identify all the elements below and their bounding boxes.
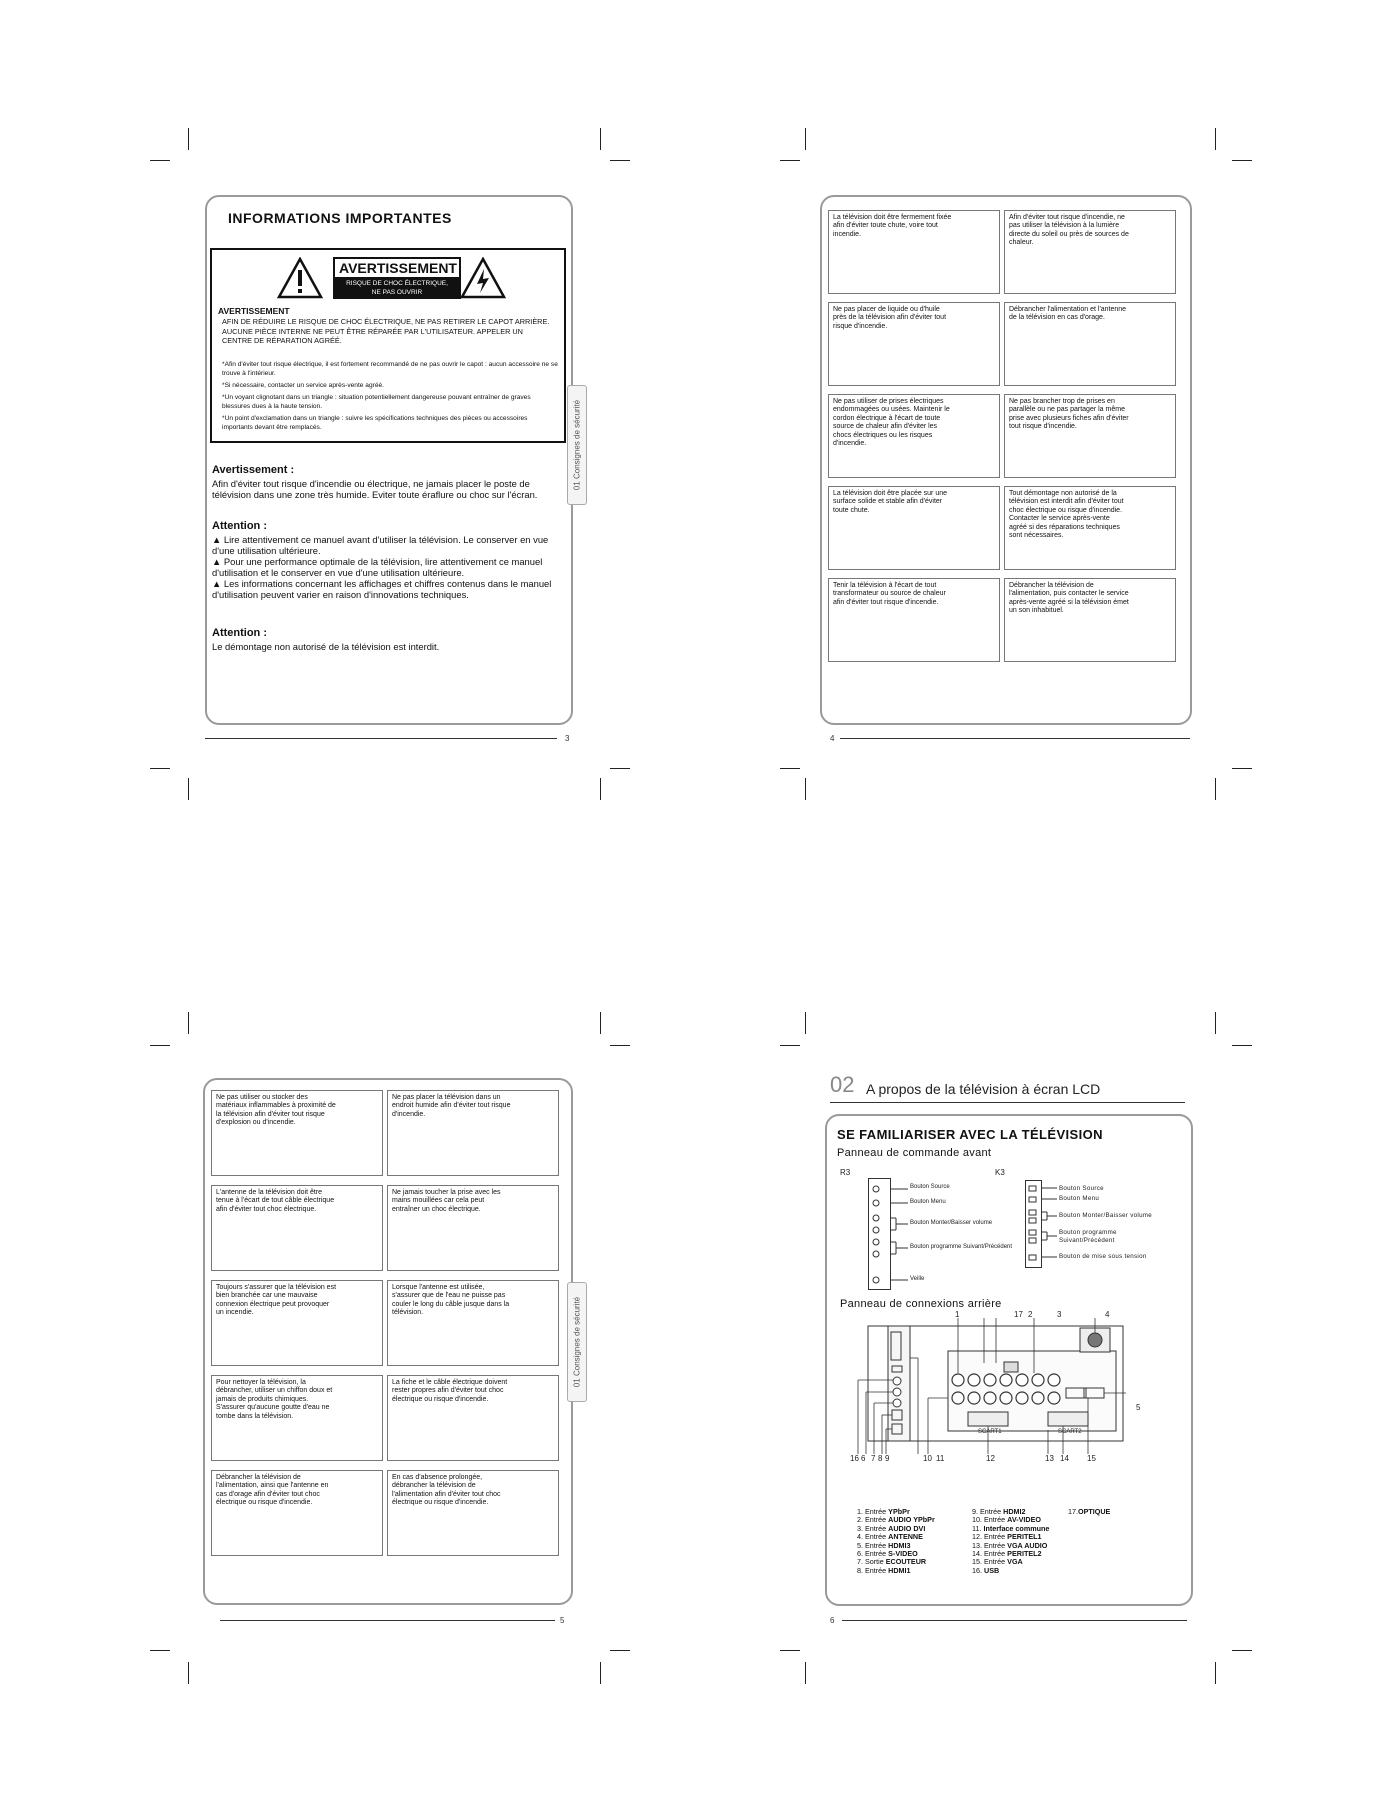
footer-rule xyxy=(840,738,1190,739)
callout-number: 15 xyxy=(1087,1454,1096,1463)
legend-item-port: VGA xyxy=(1007,1557,1023,1567)
callout-number: 17 xyxy=(1014,1310,1023,1319)
legend-item-prefix: 4. Entrée xyxy=(857,1532,889,1542)
safety-instruction-cell xyxy=(211,1375,383,1461)
safety-instruction-text: Lorsque l'antenne est utilisée, s'assurer que de l'eau ne puisse pas couler le long du câble jusque dans la télévision. xyxy=(392,1284,510,1317)
legend-item-prefix: 13. Entrée xyxy=(972,1540,1008,1550)
legend-item xyxy=(857,1567,935,1575)
legend-item-prefix: 3. Entrée xyxy=(857,1523,889,1533)
warning-label: AVERTISSEMENT xyxy=(218,306,290,316)
legend-item-prefix: 8. Entrée xyxy=(857,1565,889,1575)
model-k3: K3 xyxy=(995,1168,1005,1177)
legend-column-2 xyxy=(972,1508,1049,1575)
avert-text: Afin d'éviter tout risque d'incendie ou électrique, ne jamais placer le poste de télévision dans une zone très humide. Eviter toute éraflure ou choc sur l'écran. xyxy=(212,478,538,500)
warning-text: AFIN DE RÉDUIRE LE RISQUE DE CHOC ÉLECTRIQUE, NE PAS RETIRER LE CAPOT ARRIÈRE. AUCUNE PIÈCE INTERNE NE PEUT ÊTRE RÉPARÉE PAR L'UTILISATEUR. APPELER UN CENTRE DE RÉPARATION AGRÉÉ. xyxy=(222,317,550,345)
safety-instruction-cell xyxy=(1004,578,1176,662)
k3-label: Bouton Monter/Baisser volume xyxy=(1059,1212,1153,1219)
callout-number: 11 xyxy=(936,1454,945,1463)
warning-subtitle-line2: NE PAS OUVRIR xyxy=(371,289,423,296)
page-number: 5 xyxy=(560,1616,565,1625)
safety-instruction-cell xyxy=(828,578,1000,662)
side-tab-safety xyxy=(567,385,587,505)
safety-instruction-cell xyxy=(828,210,1000,294)
legend-item xyxy=(972,1567,1049,1575)
legend-item-prefix: 12. Entrée xyxy=(972,1532,1008,1542)
safety-instruction-text: Débrancher la télévision de l'alimentation, puis contacter le service après-vente agréé si la télévision émet un son inhabituel. xyxy=(1009,582,1129,615)
section-heading: SE FAMILIARISER AVEC LA TÉLÉVISION xyxy=(837,1127,1103,1142)
bottom-callouts xyxy=(850,1454,1150,1466)
legend-column-3 xyxy=(1068,1508,1110,1516)
safety-instruction-cell xyxy=(387,1280,559,1366)
callout-number: 14 xyxy=(1060,1454,1069,1463)
safety-instruction-text: Pour nettoyer la télévision, la débrancher, utiliser un chiffon doux et jamais de produits chimiques. S'assurer qu'aucune goutte d'eau ne tombe dans la télévision. xyxy=(216,1379,333,1420)
chapter-title: A propos de la télévision à écran LCD xyxy=(866,1081,1101,1097)
attention-list xyxy=(212,534,557,600)
safety-instruction-cell xyxy=(828,486,1000,570)
callout-number: 5 xyxy=(1136,1403,1141,1412)
legend-item-port: YPbPr xyxy=(888,1507,910,1516)
safety-instruction-cell xyxy=(387,1090,559,1176)
legend-item-port: VGA AUDIO xyxy=(1007,1540,1048,1550)
legend-item-prefix: 16. xyxy=(972,1565,984,1575)
k3-label: Bouton Menu xyxy=(1059,1195,1100,1202)
callout-number: 7 xyxy=(871,1454,876,1463)
legend-item-prefix: 1. Entrée xyxy=(857,1507,889,1516)
rear-panel-diagram xyxy=(848,1318,1148,1458)
k3-label: Bouton de mise sous tension xyxy=(1059,1253,1147,1260)
callout-number: 8 xyxy=(878,1454,883,1463)
safety-instruction-cell xyxy=(211,1280,383,1366)
callout-number: 1 xyxy=(955,1310,960,1319)
page-number: 3 xyxy=(565,734,570,743)
r3-label: Bouton Menu xyxy=(910,1199,946,1205)
warning-notes xyxy=(222,360,558,432)
legend-item-port: Interface commune xyxy=(983,1523,1050,1533)
callout-number: 10 xyxy=(923,1454,932,1463)
legend-item-port: HDMI1 xyxy=(888,1565,911,1575)
k3-label: Bouton programme xyxy=(1059,1229,1117,1236)
attention-item: ▲ Les informations concernant les affichages et chiffres contenus dans le manuel d'utilisation peuvent varier en raison d'innovations techniques. xyxy=(212,578,552,600)
legend-item-port: AUDIO YPbPr xyxy=(888,1515,935,1525)
legend-item xyxy=(1068,1508,1110,1516)
safety-instruction-cell xyxy=(387,1470,559,1556)
footer-rule xyxy=(205,738,557,739)
safety-instruction-text: La télévision doit être fermement fixée afin d'éviter toute chute, voire tout incendie. xyxy=(833,214,952,238)
callout-number: 16 xyxy=(850,1454,859,1463)
safety-instruction-cell xyxy=(828,394,1000,478)
safety-instruction-cell xyxy=(1004,486,1176,570)
side-tab-safety xyxy=(567,1282,587,1402)
safety-instruction-cell xyxy=(211,1470,383,1556)
legend-item-port: PERITEL2 xyxy=(1007,1549,1042,1559)
footer-rule xyxy=(842,1620,1187,1621)
legend-item-port: ANTENNE xyxy=(888,1532,923,1542)
safety-instruction-text: La fiche et le câble électrique doivent rester propres afin d'éviter tout choc électrique ou risque d'incendie. xyxy=(392,1379,508,1403)
safety-instruction-text: L'antenne de la télévision doit être tenue à l'écart de tout câble électrique afin d'éviter tout choc électrique. xyxy=(216,1189,335,1213)
legend-item-port: HDMI2 xyxy=(1003,1507,1026,1516)
legend-item-prefix: 17. xyxy=(1068,1507,1078,1516)
safety-instruction-text: Tenir la télévision à l'écart de tout transformateur ou source de chaleur afin d'éviter tout risque d'incendie. xyxy=(833,582,946,606)
safety-instruction-text: Ne pas utiliser de prises électriques endommagées ou usées. Maintenir le cordon électrique à l'écart de toute source de chaleur afin d'éviter les chocs électriques ou les risques d'incendie. xyxy=(833,398,950,448)
callout-number: 4 xyxy=(1105,1310,1110,1319)
legend-item-port: ECOUTEUR xyxy=(885,1557,927,1567)
safety-instruction-text: Débrancher la télévision de l'alimentation, ainsi que l'antenne en cas d'orage afin d'éviter tout choc électrique ou risque d'incendie. xyxy=(216,1474,329,1507)
safety-instruction-text: La télévision doit être placée sur une surface solide et stable afin d'éviter toute chute. xyxy=(833,490,948,514)
rear-panel-title: Panneau de connexions arrière xyxy=(840,1298,1002,1310)
safety-instruction-text: Ne pas placer la télévision dans un endroit humide afin d'éviter tout risque d'incendie. xyxy=(392,1094,511,1118)
safety-instruction-text: Débrancher l'alimentation et l'antenne de la télévision en cas d'orage. xyxy=(1009,306,1127,322)
callout-number: 3 xyxy=(1057,1310,1062,1319)
side-tab-label: 01 Consignes de sécurité xyxy=(572,399,582,491)
safety-instruction-cell xyxy=(1004,394,1176,478)
legend-item-prefix: 11. xyxy=(972,1523,984,1533)
legend-item-prefix: 7. Sortie xyxy=(857,1557,886,1567)
r3-label: Bouton Monter/Baisser volume xyxy=(910,1220,993,1226)
safety-instruction-text: Tout démontage non autorisé de la télévision est interdit afin d'éviter tout choc électrique ou risque d'incendie. Contacter le service après-vente agréé si des réparations techniques sont nécessaires. xyxy=(1009,490,1124,540)
legend-item-prefix: 5. Entrée xyxy=(857,1540,889,1550)
attention-heading: Attention : xyxy=(212,520,267,532)
chapter-rule xyxy=(830,1102,1185,1103)
legend-item-prefix: 6. Entrée xyxy=(857,1549,889,1559)
attention-text-2: Le démontage non autorisé de la télévision est interdit. xyxy=(212,641,440,652)
k3-label: Bouton Source xyxy=(1059,1185,1104,1192)
callout-number: 12 xyxy=(986,1454,995,1463)
callout-number: 9 xyxy=(885,1454,890,1463)
chapter-number: 02 xyxy=(830,1072,855,1097)
callout-number: 2 xyxy=(1028,1310,1033,1319)
page-number: 6 xyxy=(830,1616,835,1625)
legend-item-port: AV-VIDEO xyxy=(1007,1515,1041,1525)
scart1-label: SCART1 xyxy=(978,1429,1002,1435)
legend-column-1 xyxy=(857,1508,935,1575)
legend-item-port: HDMI3 xyxy=(888,1540,911,1550)
warning-note: *Un voyant clignotant dans un triangle : situation potentiellement dangereuse pouvant entraîner de graves blessures dues à la haute tension. xyxy=(222,394,531,410)
attention-item: ▲ Pour une performance optimale de la télévision, lire attentivement ce manuel d'utilisation et le conserver en vue d'une utilisation ultérieure. xyxy=(212,556,543,578)
scart2-label: SCART2 xyxy=(1058,1429,1082,1435)
warning-subtitle xyxy=(333,277,461,299)
safety-instruction-text: Toujours s'assurer que la télévision est bien branchée car une mauvaise connexion électrique peut provoquer un incendie. xyxy=(216,1284,337,1317)
legend-item-prefix: 9. Entrée xyxy=(972,1507,1004,1516)
legend-item-prefix: 10. Entrée xyxy=(972,1515,1008,1525)
safety-instruction-cell xyxy=(387,1375,559,1461)
warning-note: *Un point d'exclamation dans un triangle : suivre les spécifications techniques des pièces ou accessoires importants devant être remplacés. xyxy=(222,415,528,431)
safety-instruction-text: Ne pas placer de liquide ou d'huile près de la télévision afin d'éviter tout risque d'incendie. xyxy=(833,306,947,330)
legend-item-port: USB xyxy=(984,1565,1000,1575)
legend-item-port: AUDIO DVI xyxy=(888,1523,926,1533)
safety-instruction-cell xyxy=(387,1185,559,1271)
page-number: 4 xyxy=(830,734,835,743)
safety-instruction-cell xyxy=(828,302,1000,386)
page-3-title: INFORMATIONS IMPORTANTES xyxy=(228,210,452,226)
high-voltage-icon xyxy=(460,257,506,299)
r3-control-strip xyxy=(868,1178,918,1290)
legend-item-port: PERITEL1 xyxy=(1007,1532,1042,1542)
k3-label: Suivant/Précédent xyxy=(1059,1237,1115,1244)
r3-label: Bouton programme Suivant/Précédent xyxy=(910,1244,1013,1250)
front-panel-title: Panneau de commande avant xyxy=(837,1147,992,1159)
legend-item-prefix: 2. Entrée xyxy=(857,1515,889,1525)
avert-heading: Avertissement : xyxy=(212,464,295,476)
warning-note: *Afin d'éviter tout risque électrique, il est fortement recommandé de ne pas ouvrir le capot : aucun accessoire ne se trouve à l'intérieur. xyxy=(222,361,558,377)
warning-note: *Si nécessaire, contacter un service après-vente agréé. xyxy=(222,382,384,389)
legend-item-prefix: 14. Entrée xyxy=(972,1549,1008,1559)
model-r3: R3 xyxy=(840,1168,851,1177)
safety-instruction-text: Afin d'éviter tout risque d'incendie, ne pas utiliser la télévision à la lumière directe du soleil ou près de sources de chaleur. xyxy=(1009,214,1129,247)
attention-heading-2: Attention : xyxy=(212,627,267,639)
safety-instruction-cell xyxy=(211,1185,383,1271)
footer-rule xyxy=(220,1620,555,1621)
warning-heading: AVERTISSEMENT xyxy=(333,257,461,279)
warning-exclamation-icon xyxy=(277,257,323,299)
side-tab-label: 01 Consignes de sécurité xyxy=(572,1296,582,1388)
callout-number: 6 xyxy=(861,1454,866,1463)
safety-instruction-cell xyxy=(211,1090,383,1176)
r3-label: Veille xyxy=(910,1276,925,1282)
safety-instruction-text: Ne jamais toucher la prise avec les mains mouillées car cela peut entraîner un choc électrique. xyxy=(392,1189,501,1213)
safety-instruction-cell xyxy=(1004,210,1176,294)
attention-item: ▲ Lire attentivement ce manuel avant d'utiliser la télévision. Le conserver en vue d'une utilisation ultérieure. xyxy=(212,534,549,556)
warning-subtitle-line1: RISQUE DE CHOC ÉLECTRIQUE, xyxy=(346,280,448,287)
safety-instruction-cell xyxy=(1004,302,1176,386)
safety-instruction-text: Ne pas utiliser ou stocker des matériaux inflammables à proximité de la télévision afin d'éviter tout risque d'explosion ou d'incendie. xyxy=(216,1094,336,1127)
callout-number: 13 xyxy=(1045,1454,1054,1463)
safety-instruction-text: Ne pas brancher trop de prises en parallèle ou ne pas partager la même prise avec plusieurs fiches afin d'éviter tout risque d'incendie. xyxy=(1009,398,1129,431)
r3-label: Bouton Source xyxy=(910,1184,950,1190)
legend-item-port: OPTIQUE xyxy=(1078,1507,1111,1516)
safety-instruction-text: En cas d'absence prolongée, débrancher la télévision de l'alimentation afin d'éviter tout choc électrique ou risque d'incendie. xyxy=(392,1474,501,1507)
legend-item-prefix: 15. Entrée xyxy=(972,1557,1008,1567)
legend-item-port: S-VIDEO xyxy=(888,1549,918,1559)
